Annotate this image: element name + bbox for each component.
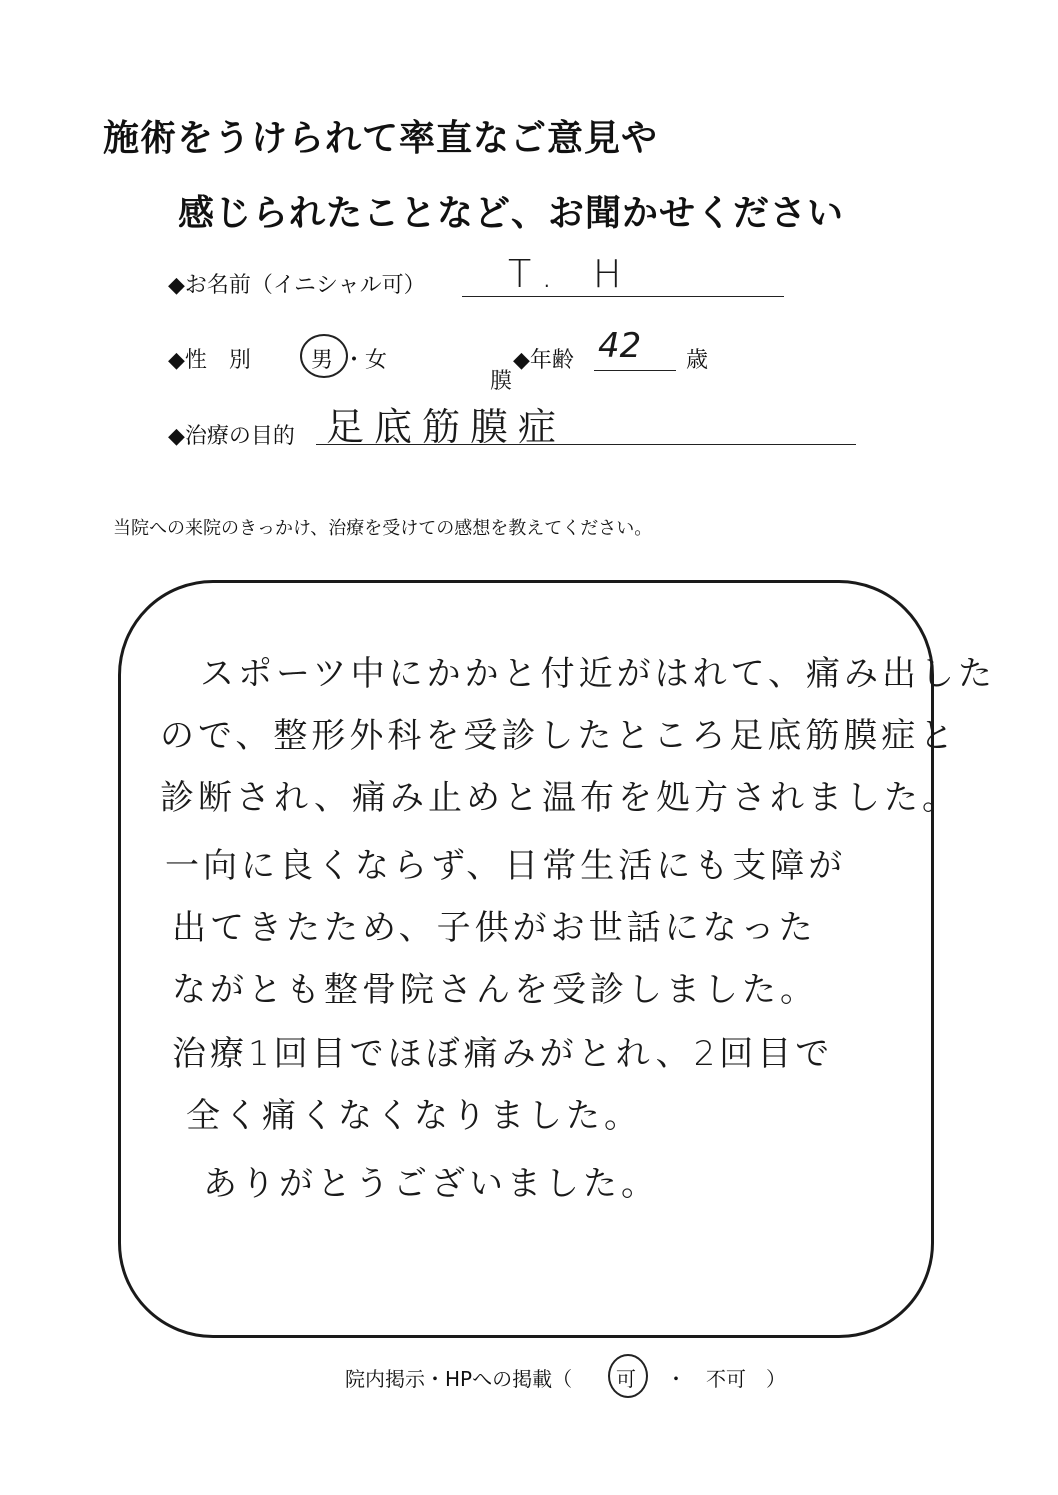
title-line-2: 感じられたことなど、お聞かせください — [178, 192, 845, 234]
purpose-annotation: 膜 — [490, 369, 513, 394]
publish-label: 院内掲示・HPへの掲載（ — [345, 1367, 573, 1391]
gender-option-male[interactable]: 男 — [311, 348, 334, 373]
publish-separator: ・ — [666, 1367, 686, 1391]
comment-line-9: ありがとうございました。 — [203, 1164, 659, 1204]
comment-line-2: ので、整形外科を受診したところ足底筋膜症と — [160, 716, 958, 756]
comment-line-6: ながとも整骨院さんを受診しました。 — [172, 970, 818, 1010]
name-label: ◆お名前（イニシャル可） — [168, 273, 426, 298]
age-unit: 歳 — [686, 348, 709, 373]
comment-line-8: 全く痛くなくなりました。 — [186, 1096, 642, 1136]
publish-option-deny[interactable]: 不可 — [706, 1367, 746, 1391]
age-field[interactable] — [594, 326, 676, 371]
title-line-1: 施術をうけられて率直なご意見や — [103, 117, 659, 159]
comment-prompt: 当院への来院のきっかけ、治療を受けての感想を教えてください。 — [113, 518, 653, 539]
purpose-label: ◆治療の目的 — [168, 424, 295, 449]
comment-line-4: 一向に良くならず、日常生活にも支障が — [165, 846, 847, 886]
purpose-value: 足底筋膜症 — [326, 405, 567, 449]
gender-option-female[interactable]: 女 — [365, 348, 388, 373]
comment-line-1: スポーツ中にかかと付近がはれて、痛み出した — [200, 654, 996, 694]
comment-line-7: 治療1回目でほぼ痛みがとれ、2回目で — [172, 1034, 834, 1074]
name-value: T. H — [508, 252, 636, 296]
gender-label: ◆性 別 — [168, 348, 251, 373]
age-value: 42 — [598, 326, 642, 366]
purpose-field[interactable] — [316, 400, 856, 449]
publish-option-allow[interactable]: 可 — [616, 1367, 636, 1391]
gender-separator: ・ — [343, 348, 366, 373]
comment-line-5: 出てきたため、子供がお世話になった — [172, 908, 817, 948]
comment-line-3: 診断され、痛み止めと温布を処方されました。 — [160, 778, 961, 818]
name-field[interactable] — [462, 252, 784, 297]
publish-close-paren: ） — [766, 1367, 786, 1391]
age-label: ◆年齢 — [513, 348, 574, 373]
